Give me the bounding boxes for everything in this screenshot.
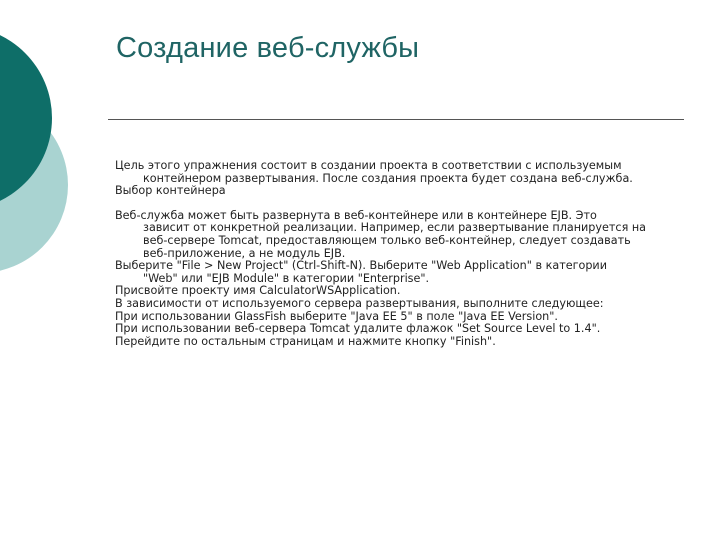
paragraph-gap [115,198,683,210]
text-line: "Web" или "EJB Module" в категории "Enterprise". [143,271,430,285]
page-title: Создание веб-службы [116,32,420,64]
text-line: При использовании GlassFish выберите "Java EE 5" в поле "Java EE Version". [115,309,558,323]
text-line: В зависимости от используемого сервера развертывания, выполните следующее: [115,296,604,310]
slide-body [115,160,683,348]
text-line: веб-сервере Tomcat, предоставляющем только веб-контейнер, следует создавать [143,233,631,247]
title-divider [108,119,684,120]
text-line: веб-приложение, а не модуль EJB. [143,246,346,260]
text-line: Цель этого упражнения состоит в создании проекта в соответствии с используемым [115,159,622,172]
decorative-circles [0,0,120,320]
text-line: контейнером развертывания. После создания проекта будет создана веб-служба. [143,171,633,185]
text-line: Выберите "File > New Project" (Ctrl-Shift-N). Выберите "Web Application" в категории [115,259,607,273]
text-line: Выбор контейнера [115,184,226,198]
text-line: Перейдите по остальным страницам и нажмите кнопку "Finish". [115,334,496,348]
text-block [115,160,683,198]
text-line: зависит от конкретной реализации. Например, если развертывание планируется на [143,221,647,235]
text-line: Веб-служба может быть развернута в веб-контейнере или в контейнере EJB. Это [115,208,597,222]
text-block [115,210,683,349]
text-line: Присвойте проекту имя CalculatorWSApplication. [115,284,401,298]
text-line: При использовании веб-сервера Tomcat удалите флажок "Set Source Level to 1.4". [115,322,601,336]
